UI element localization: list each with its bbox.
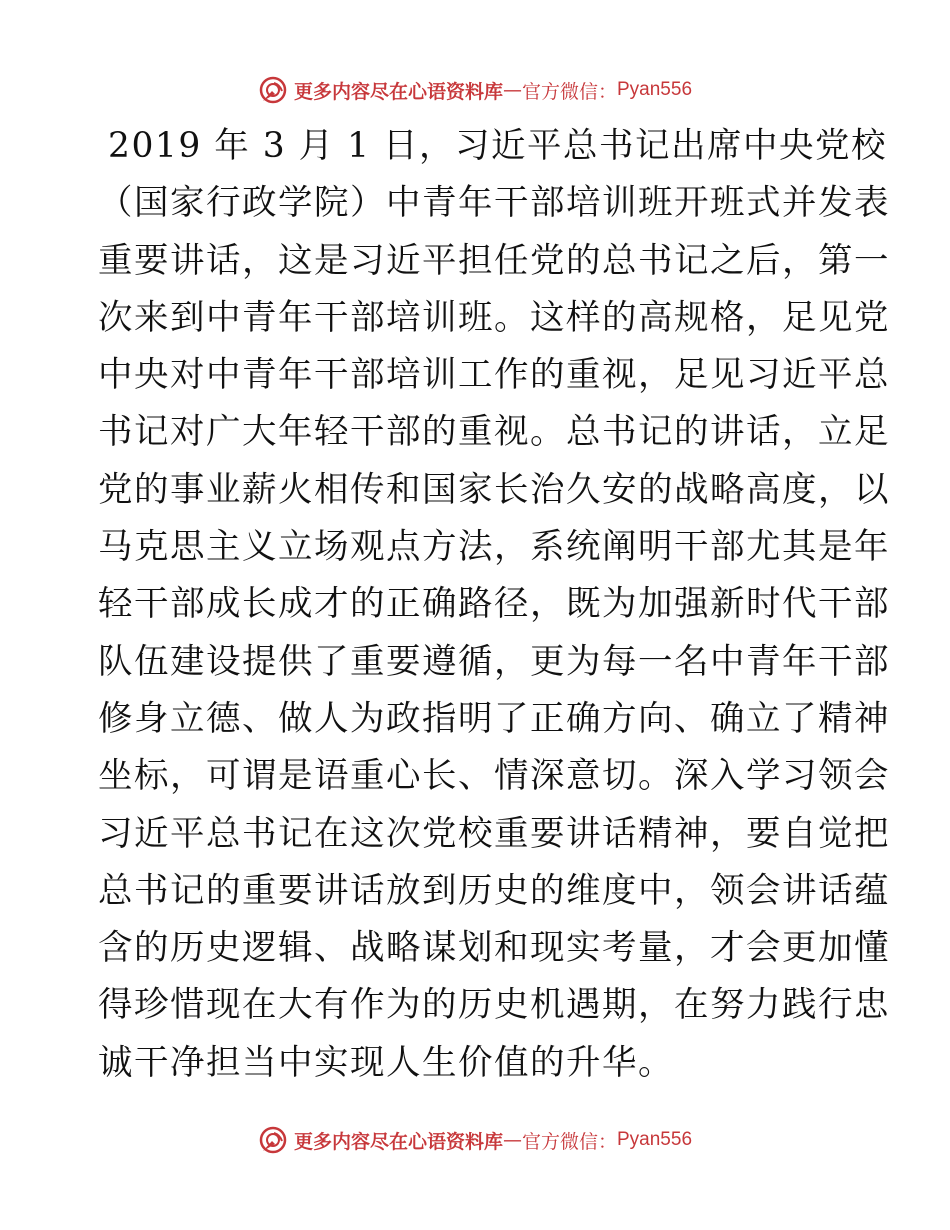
body-line: 修身立德、做人为政指明了正确方向、确立了精神 <box>98 698 890 739</box>
body-line: 得珍惜现在大有作为的历史机遇期，在努力践行忠 <box>98 985 890 1026</box>
watermark-main-text: 更多内容尽在心语资料库 <box>293 1130 503 1153</box>
watermark-wechat-id: Pyan556 <box>617 79 693 100</box>
watermark-wechat-id: Pyan556 <box>617 1129 693 1150</box>
body-line: 次来到中青年干部培训班。这样的高规格，足见党 <box>98 297 890 338</box>
body-line: 轻干部成长成才的正确路径，既为加强新时代干部 <box>98 584 890 625</box>
document-body <box>98 118 890 1092</box>
header-watermark <box>0 70 950 110</box>
body-line: 中央对中青年干部培训工作的重视，足见习近平总 <box>98 355 890 396</box>
watermark-sub-text: 官方微信： <box>521 1130 617 1153</box>
body-line: 诚干净担当中实现人生价值的升华。 <box>98 1042 674 1083</box>
footer-watermark <box>0 1120 950 1160</box>
watermark-dash: — <box>502 79 522 101</box>
body-line: 队伍建设提供了重要遵循，更为每一名中青年干部 <box>98 641 890 682</box>
body-line: （国家行政学院）中青年干部培训班开班式并发表 <box>98 183 890 224</box>
body-line: 习近平总书记在这次党校重要讲话精神，要自觉把 <box>98 813 890 854</box>
pen-logo-icon <box>258 1125 288 1155</box>
body-line: 马克思主义立场观点方法，系统阐明干部尤其是年 <box>98 527 890 568</box>
body-line: 重要讲话，这是习近平担任党的总书记之后，第一 <box>98 240 890 281</box>
body-line: 坐标，可谓是语重心长、情深意切。深入学习领会 <box>98 756 890 797</box>
watermark-dash: — <box>502 1129 522 1151</box>
body-line: 党的事业薪火相传和国家长治久安的战略高度，以 <box>98 469 890 510</box>
watermark-main-text: 更多内容尽在心语资料库 <box>293 80 503 103</box>
pen-logo-icon <box>258 75 288 105</box>
watermark-sub-text: 官方微信： <box>521 80 617 103</box>
body-line: 总书记的重要讲话放到历史的维度中，领会讲话蕴 <box>98 870 890 911</box>
body-line: 含的历史逻辑、战略谋划和现实考量，才会更加懂 <box>98 928 890 969</box>
body-line: 书记对广大年轻干部的重视。总书记的讲话，立足 <box>98 412 890 453</box>
body-line: 2019 年 3 月 1 日，习近平总书记出席中央党校 <box>108 126 888 166</box>
